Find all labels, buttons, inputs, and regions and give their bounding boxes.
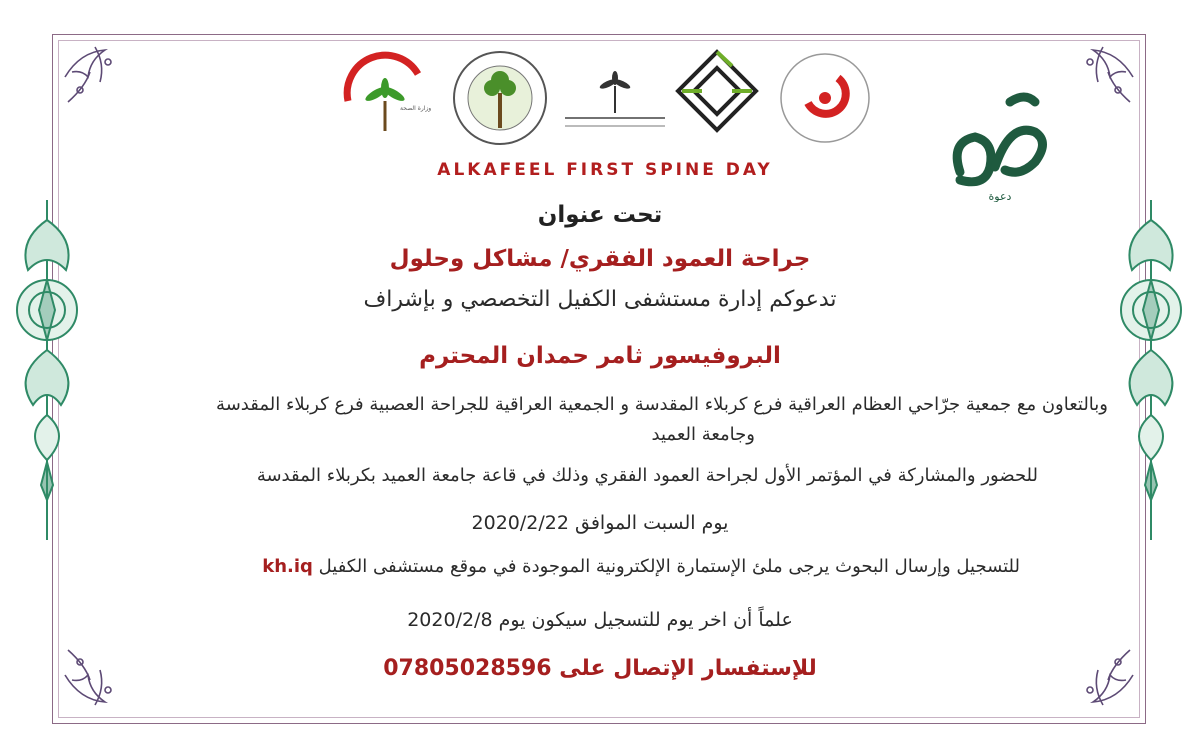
- corner-ornament-top-left: [60, 42, 130, 112]
- conference-title: جراحة العمود الفقري/ مشاكل وحلول: [389, 246, 811, 272]
- invitation-wordmark: [940, 62, 1060, 202]
- under-title-label: تحت عنوان: [537, 202, 663, 228]
- registration-link[interactable]: kh.iq: [262, 556, 313, 577]
- general-secretariat-logo: [560, 68, 670, 138]
- registration-text: للتسجيل وإرسال البحوث يرجى ملئ الإستمارة الإلكترونية الموجودة في موقع مستشفى الكفيل: [318, 556, 1020, 577]
- svg-text:وزارة الصحة: وزارة الصحة: [400, 105, 432, 112]
- alkafeel-hospital-logo: [778, 48, 873, 148]
- corner-ornament-top-right: [1068, 42, 1138, 112]
- ministry-of-health-logo: [338, 46, 433, 141]
- cooperation-line-1: وبالتعاون مع جمعية جرّاحي العظام العراقية فرع كربلاء المقدسة و الجمعية العراقية للجراحة العصبية فرع كربلاء المقدسة: [216, 394, 1108, 415]
- cooperation-line-2: وجامعة العميد: [651, 424, 755, 445]
- iraqi-orthopaedic-association-logo: [450, 48, 550, 148]
- left-arabesque-pillar: [8, 200, 86, 540]
- right-arabesque-pillar: [1112, 200, 1190, 540]
- date-line: يوم السبت الموافق 2020/2/22: [471, 512, 729, 534]
- registration-line: [20, 556, 1020, 577]
- contact-label: للإستفسار الإتصال على: [559, 656, 817, 681]
- event-banner: ALKAFEEL FIRST SPINE DAY: [437, 160, 773, 180]
- attendance-line: للحضور والمشاركة في المؤتمر الأول لجراحة العمود الفقري وذلك في قاعة جامعة العميد بكربلاء المقدسة: [256, 465, 1038, 486]
- wordmark-text: دعوة: [988, 190, 1012, 202]
- alkafeel-calligraphy-logo: [672, 46, 762, 146]
- deadline-line: علماً أن اخر يوم للتسجيل سيكون يوم 2020/2/8: [407, 609, 793, 631]
- invitation-line: تدعوكم إدارة مستشفى الكفيل التخصصي و بإشراف: [363, 287, 837, 312]
- contact-phone[interactable]: 07805028596: [383, 656, 552, 681]
- contact-line: [100, 656, 1100, 681]
- professor-name: البروفيسور ثامر حمدان المحترم: [419, 343, 781, 369]
